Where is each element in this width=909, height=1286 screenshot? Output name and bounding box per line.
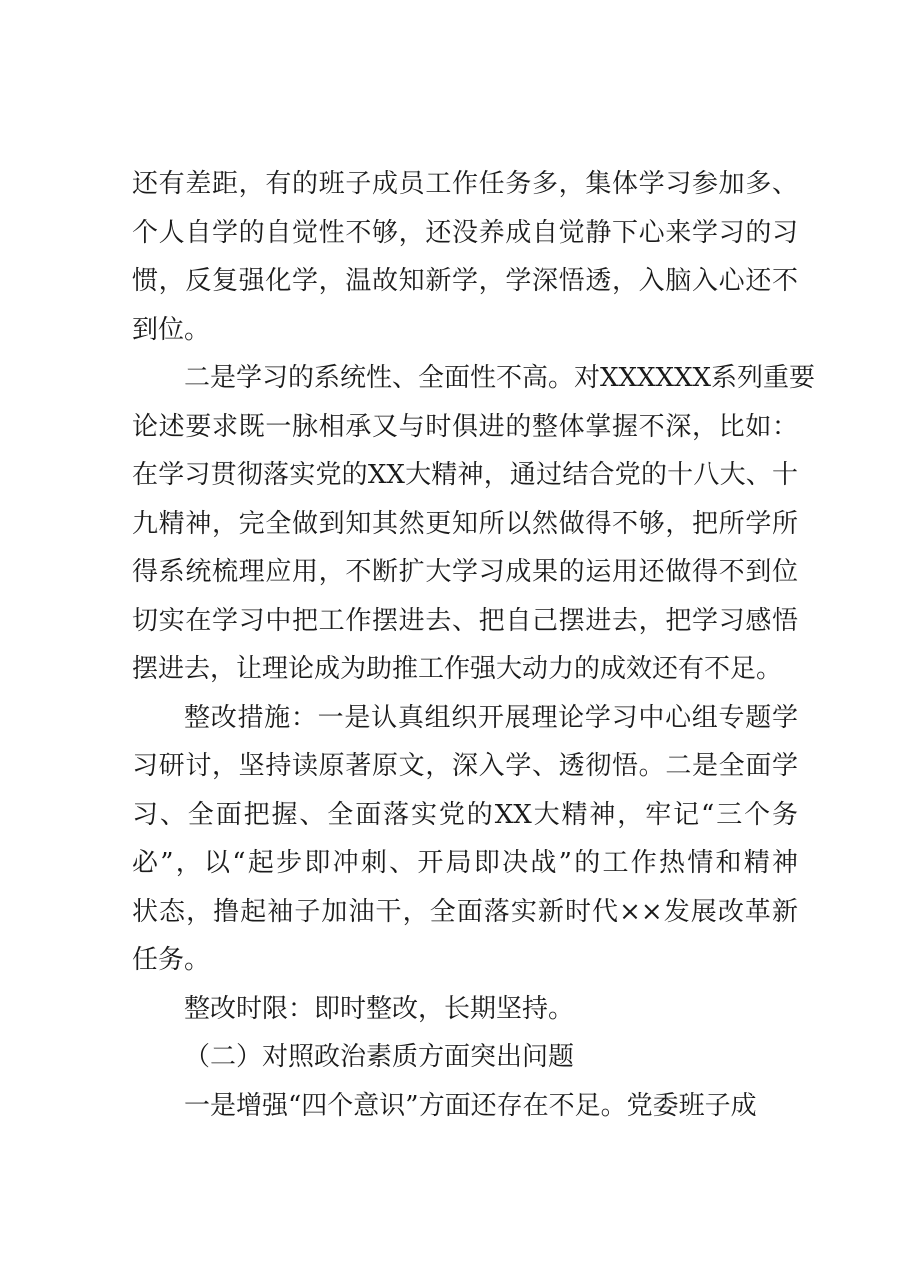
text-line: 得系统梳理应用，不断扩大学习成果的运用还做得不到位 [132,557,798,587]
text-line: 到位。 [132,314,211,345]
text-line: 必”，以“起步即冲刺、开局即决战”的工作热情和精神 [132,848,798,878]
text-line: 整改措施：一是认真组织开展理论学习中心组专题学 [184,702,798,733]
text-line: 习研讨，坚持读原著原文，深入学、透彻悟。二是全面学 [132,751,798,781]
document-body [132,160,816,1130]
text-line: 二是学习的系统性、全面性不高。对XXXXXX系列重要 [184,363,816,393]
text-line: 个人自学的自觉性不够，还没养成自觉静下心来学习的习 [132,217,798,248]
paragraph-1 [132,160,798,354]
paragraph-4 [132,985,798,1034]
heading-line: （二）对照政治素质方面突出问题 [184,1042,575,1072]
text-line: 习、全面把握、全面落实党的XX大精神，牢记“三个务 [132,799,798,830]
section-heading [132,1033,798,1082]
text-line: 状态，撸起袖子加油干，全面落实新时代××发展改革新 [132,896,798,927]
text-line: 论述要求既一脉相承又与时俱进的整体掌握不深，比如： [132,411,798,442]
paragraph-5 [132,1082,798,1131]
text-line: 还有差距，有的班子成员工作任务多，集体学习参加多、 [132,169,798,199]
paragraph-2 [132,354,816,694]
text-line: 任务。 [132,945,211,975]
text-line: 一是增强“四个意识”方面还存在不足。党委班子成 [184,1090,757,1121]
text-line: 九精神，完全做到知其然更知所以然做得不够，把所学所 [132,508,798,539]
paragraph-3 [132,694,798,985]
text-line: 整改时限：即时整改，长期坚持。 [184,993,575,1024]
text-line: 惯，反复强化学，温故知新学，学深悟透，入脑入心还不 [132,266,798,296]
text-line: 切实在学习中把工作摆进去、把自己摆进去，把学习感悟 [132,605,798,636]
text-line: 在学习贯彻落实党的XX大精神，通过结合党的十八大、十 [132,460,798,490]
text-line: 摆进去，让理论成为助推工作强大动力的成效还有不足。 [132,654,783,684]
